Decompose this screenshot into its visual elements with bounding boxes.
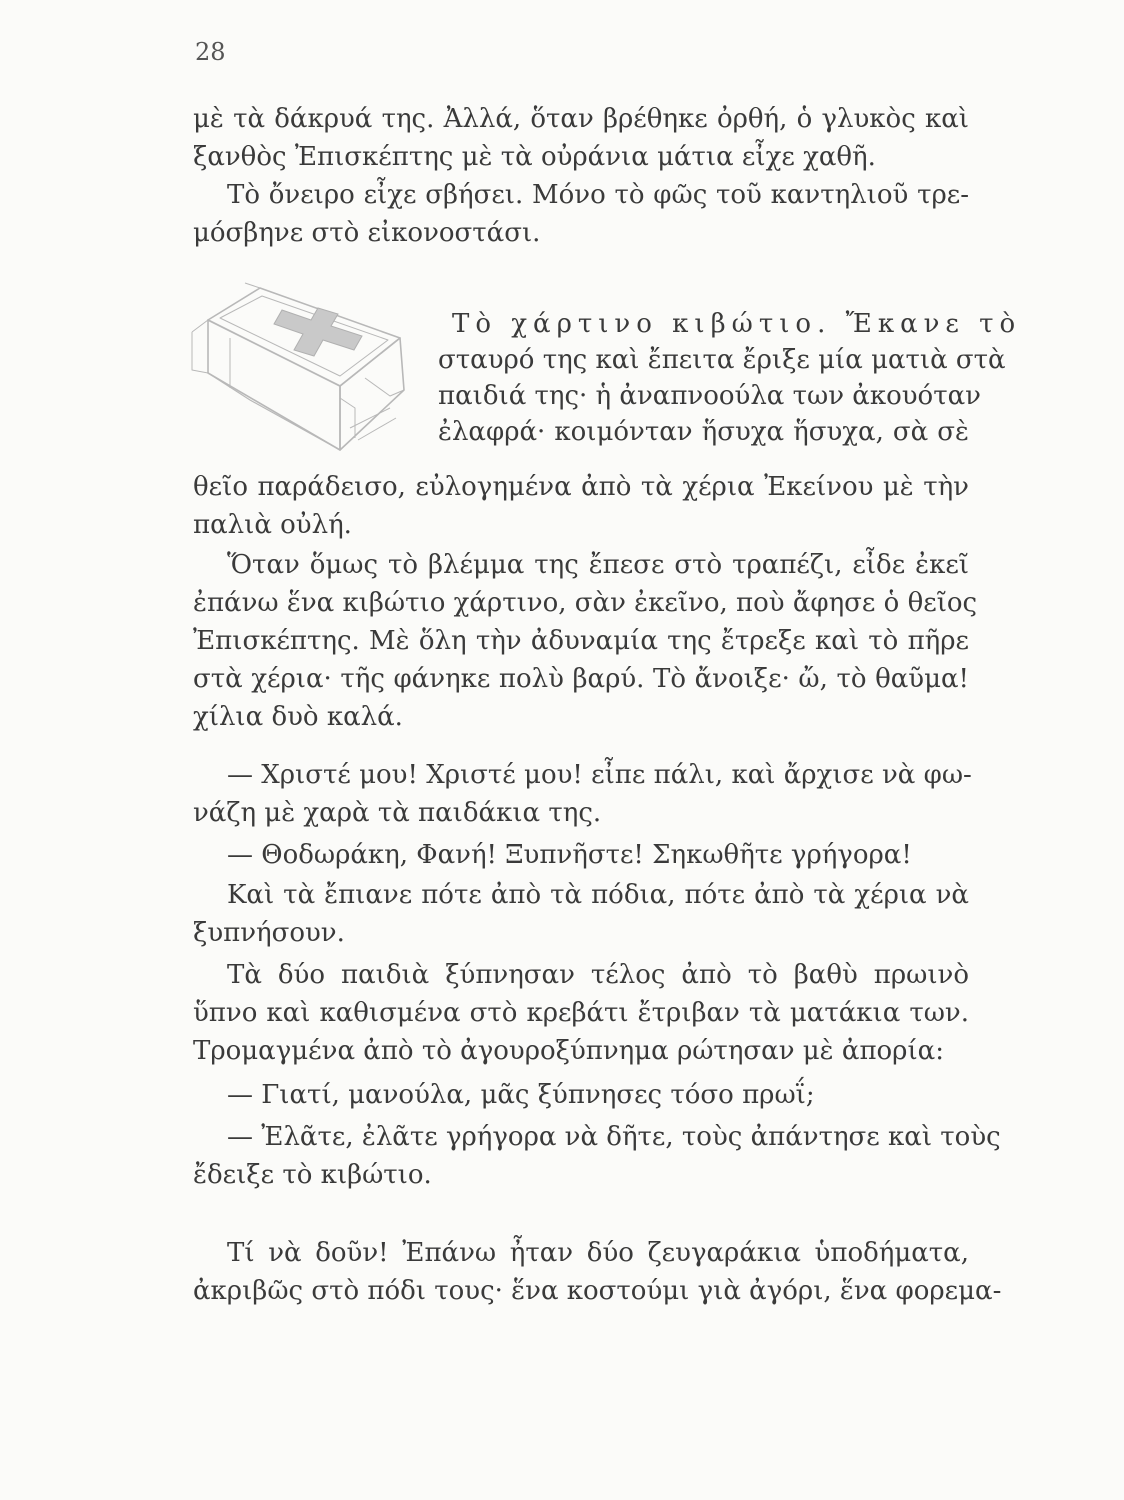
- paragraph-6: [193, 836, 969, 874]
- text-line: — Ἐλᾶτε, ἐλᾶτε γρήγορα νὰ δῆτε, τοὺς ἀπάντησε καὶ τοὺς: [227, 1122, 1001, 1152]
- text-line: σταυρό της καὶ ἔπειτα ἔριξε μία ματιὰ στὰ: [438, 345, 1006, 375]
- text-line: παιδιά της· ἡ ἀναπνοούλα των ἀκουόταν: [438, 381, 981, 411]
- text-line: — Θοδωράκη, Φανή! Ξυπνῆστε! Σηκωθῆτε γρήγορα!: [227, 840, 912, 870]
- paper-box-with-cross-icon: [190, 278, 430, 468]
- paragraph-1: [193, 100, 969, 176]
- text-line: ξανθὸς Ἐπισκέπτης μὲ τὰ οὐράνια μάτια εἶχε χαθῆ.: [193, 142, 876, 172]
- text-line: Τρομαγμένα ἀπὸ τὸ ἀγουροξύπνημα ρώτησαν μὲ ἀπορία:: [193, 1036, 944, 1066]
- text-line: Τὸ χάρτινο κιβώτιο. Ἔκανε τὸ: [452, 309, 1022, 339]
- text-line: θεῖο παράδεισο, εὐλογημένα ἀπὸ τὰ χέρια Ἐκείνου μὲ τὴν: [193, 472, 969, 502]
- text-line: ἐλαφρά· κοιμόνταν ἥσυχα ἥσυχα, σὰ σὲ: [438, 417, 969, 447]
- text-line: ξυπνήσουν.: [193, 918, 345, 948]
- text-line: — Χριστέ μου! Χριστέ μου! εἶπε πάλι, καὶ ἄρχισε νὰ φω-: [227, 760, 972, 790]
- text-line: Τί νὰ δοῦν! Ἐπάνω ἦταν δύο ζευγαράκια ὑποδήματα,: [227, 1238, 969, 1268]
- text-line: μὲ τὰ δάκρυά της. Ἀλλά, ὅταν βρέθηκε ὀρθή, ὁ γλυκὸς καὶ: [193, 104, 969, 134]
- paragraph-2: [193, 176, 969, 252]
- text-line: — Γιατί, μανούλα, μᾶς ξύπνησες τόσο πρωΐ;: [227, 1080, 815, 1110]
- text-line: ἔδειξε τὸ κιβώτιο.: [193, 1160, 432, 1190]
- text-line: νάζη μὲ χαρὰ τὰ παιδάκια της.: [193, 798, 602, 828]
- paragraph-10: [193, 1118, 1001, 1194]
- text-line: Τὸ ὄνειρο εἶχε σβήσει. Μόνο τὸ φῶς τοῦ καντηλιοῦ τρε-: [227, 180, 969, 210]
- text-line: παλιὰ οὐλή.: [193, 510, 352, 540]
- paragraph-5: [193, 756, 972, 832]
- paragraph-3-wrapped: [438, 306, 1022, 450]
- text-line: ἀκριβῶς στὸ πόδι τους· ἕνα κοστούμι γιὰ ἀγόρι, ἕνα φορεμα-: [193, 1276, 1002, 1306]
- text-line: στὰ χέρια· τῆς φάνηκε πολὺ βαρύ. Τὸ ἄνοιξε· ὤ, τὸ θαῦμα!: [193, 664, 969, 694]
- paragraph-9: [193, 1076, 969, 1114]
- paragraph-4: [193, 546, 978, 736]
- text-line: χίλια δυὸ καλά.: [193, 702, 403, 732]
- text-line: ὕπνο καὶ καθισμένα στὸ κρεβάτι ἔτριβαν τὰ ματάκια των.: [193, 998, 969, 1028]
- page-number: 28: [195, 38, 226, 66]
- text-line: ἐπάνω ἕνα κιβώτιο χάρτινο, σὰν ἐκεῖνο, ποὺ ἄφησε ὁ θεῖος: [193, 588, 978, 618]
- text-line: Ἐπισκέπτης. Μὲ ὅλη τὴν ἀδυναμία της ἔτρεξε καὶ τὸ πῆρε: [193, 626, 969, 656]
- text-line: Ὅταν ὅμως τὸ βλέμμα της ἔπεσε στὸ τραπέζι, εἶδε ἐκεῖ: [227, 550, 969, 580]
- text-line: Τὰ δύο παιδιὰ ξύπνησαν τέλος ἀπὸ τὸ βαθὺ πρωινὸ: [227, 960, 969, 990]
- paragraph-3: [193, 468, 969, 544]
- paragraph-8: [193, 956, 969, 1070]
- text-line: Καὶ τὰ ἔπιανε πότε ἀπὸ τὰ πόδια, πότε ἀπὸ τὰ χέρια νὰ: [227, 880, 969, 910]
- text-line: μόσβηνε στὸ εἰκονοστάσι.: [193, 218, 541, 248]
- paragraph-11: [193, 1234, 1002, 1310]
- paragraph-7: [193, 876, 969, 952]
